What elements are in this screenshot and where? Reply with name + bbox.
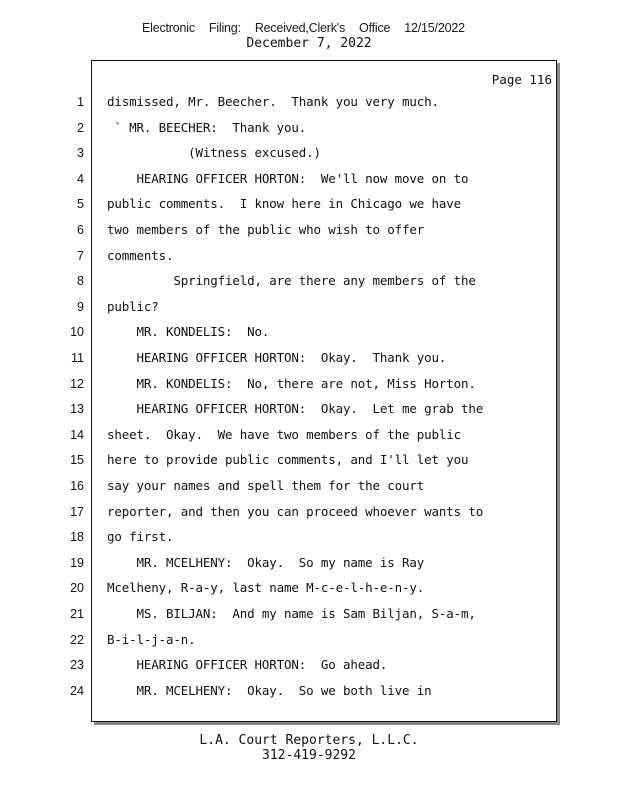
line-number: 6	[77, 223, 84, 237]
line-number: 4	[77, 171, 84, 186]
line-text: Mcelheny, R-a-y, last name M-c-e-l-h-e-n-y.	[107, 580, 425, 596]
transcript-line	[0, 120, 618, 146]
line-text: Springfield, are there any members of the	[107, 273, 476, 289]
line-number: 3	[77, 146, 84, 161]
line-number: 9	[77, 299, 84, 314]
line-number: 8	[77, 274, 84, 289]
transcript-line	[0, 683, 618, 709]
line-text: HEARING OFFICER HORTON: Okay. Thank you.	[107, 350, 447, 365]
filing-date: 12/15/2022	[404, 21, 465, 35]
transcript-line	[0, 427, 618, 453]
page-number: Page 116	[491, 72, 552, 87]
line-text: HEARING OFFICER HORTON: Go ahead.	[107, 657, 388, 673]
line-number: 17	[70, 504, 84, 519]
line-text: HEARING OFFICER HORTON: Okay. Let me grab the	[107, 401, 484, 417]
line-number: 15	[70, 453, 84, 468]
line-text: (Witness excused.)	[107, 145, 321, 161]
transcript-line	[0, 657, 618, 683]
filing-label-electronic: Electronic	[142, 21, 195, 35]
line-text: go first.	[107, 529, 174, 545]
footer	[0, 733, 618, 763]
line-number: 12	[70, 376, 84, 391]
line-text: HEARING OFFICER HORTON: We'll now move on to	[107, 170, 469, 186]
line-number: 18	[70, 530, 84, 545]
line-text: MS. BILJAN: And my name is Sam Biljan, S-a-m,	[107, 606, 476, 621]
transcript-line	[0, 324, 618, 350]
filing-stamp	[142, 21, 479, 35]
line-number: 23	[70, 658, 84, 673]
line-number: 5	[77, 197, 84, 212]
line-text: dismissed, Mr. Beecher. Thank you very much.	[107, 94, 439, 109]
transcript-line	[0, 606, 618, 632]
transcript-line	[0, 580, 618, 606]
court-reporter-company: L.A. Court Reporters, L.L.C.	[199, 733, 419, 748]
line-number: 14	[70, 427, 84, 442]
transcript-line	[0, 401, 618, 427]
line-number: 11	[71, 351, 84, 365]
line-text: MR. KONDELIS: No, there are not, Miss Horton.	[107, 375, 476, 391]
transcript-line	[0, 632, 618, 658]
line-number: 20	[70, 581, 84, 596]
transcript-line	[0, 94, 618, 120]
transcript-line	[0, 452, 618, 478]
filing-label-filing: Filing:	[208, 21, 241, 35]
line-text: say your names and spell them for the court	[107, 478, 425, 493]
hearing-date: December 7, 2022	[246, 36, 372, 51]
line-text: public?	[107, 298, 159, 314]
line-text: reporter, and then you can proceed whoever wants to	[107, 503, 484, 519]
transcript-line	[0, 273, 618, 299]
transcript-line	[0, 299, 618, 325]
transcript-line	[0, 478, 618, 504]
transcript-line	[0, 171, 618, 197]
line-text: sheet. Okay. We have two members of the public	[107, 426, 462, 442]
transcript-line	[0, 529, 618, 555]
line-number: 19	[70, 555, 84, 570]
line-text: public comments. I know here in Chicago we have	[107, 196, 462, 212]
transcript-line	[0, 350, 618, 376]
line-number: 22	[70, 632, 84, 647]
transcript-line	[0, 145, 618, 171]
transcript-line	[0, 555, 618, 581]
line-number: 10	[70, 325, 84, 340]
transcript-line	[0, 248, 618, 274]
line-number: 16	[70, 479, 84, 493]
line-text: ` MR. BEECHER: Thank you.	[107, 119, 307, 135]
line-text: here to provide public comments, and I'll let you	[107, 452, 469, 468]
line-number: 21	[70, 607, 84, 621]
line-text: MR. MCELHENY: Okay. So we both live in	[107, 682, 432, 698]
transcript-line	[0, 222, 618, 248]
line-text: comments.	[107, 247, 174, 263]
line-number: 1	[77, 95, 84, 109]
transcript-line	[0, 196, 618, 222]
line-text: B-i-l-j-a-n.	[107, 631, 196, 647]
filing-label-office: Office	[359, 21, 391, 35]
line-number: 7	[77, 248, 84, 263]
filing-label-received: Received,Clerk's	[254, 21, 346, 35]
transcript-line	[0, 504, 618, 530]
line-number: 13	[70, 402, 84, 417]
line-text: two members of the public who wish to offer	[107, 222, 425, 237]
line-number: 2	[77, 120, 84, 135]
court-reporter-phone: 312-419-9292	[262, 748, 356, 763]
transcript-line	[0, 376, 618, 402]
line-text: MR. KONDELIS: No.	[107, 324, 270, 340]
line-number: 24	[70, 683, 84, 698]
line-text: MR. MCELHENY: Okay. So my name is Ray	[107, 554, 425, 570]
